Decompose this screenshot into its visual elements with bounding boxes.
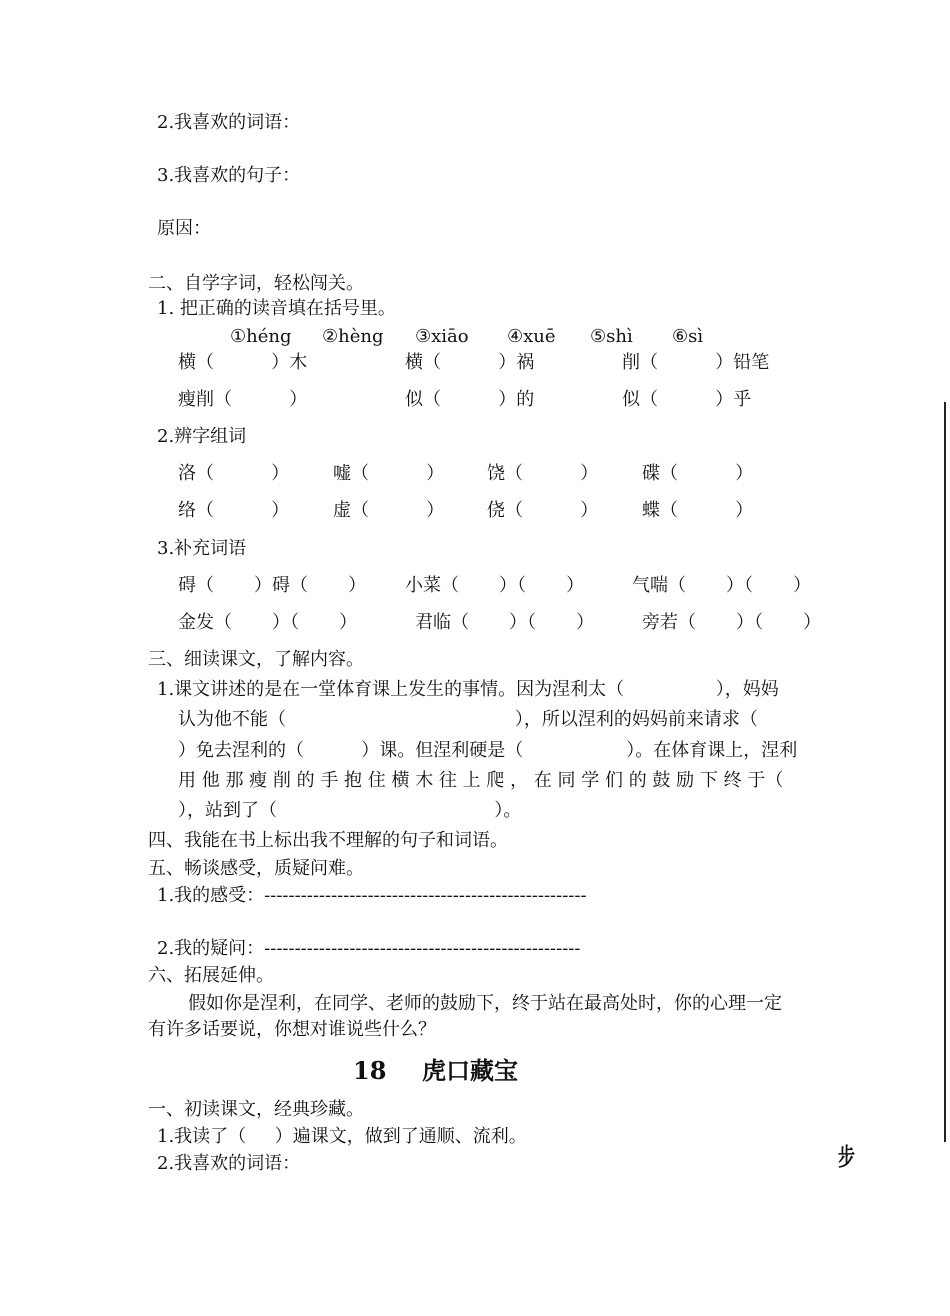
margin-character: 步: [838, 1142, 855, 1171]
pinyin-blank: 横（ ）木: [178, 352, 308, 373]
favorite-words-label: 2.我喜欢的词语：: [157, 112, 301, 133]
read-times-line: 1.我读了（ ）遍课文，做到了通顺、流利。: [157, 1126, 527, 1147]
word-blank: 虚（ ）: [333, 500, 445, 521]
idiom-blank: 金发（ ）（ ）: [178, 612, 358, 633]
reading-line: ）免去涅利的（ ）课。但涅利硬是（ ）。在体育课上，涅利: [178, 740, 798, 761]
lesson-number: 18: [353, 1056, 387, 1085]
pinyin-blank: 削（ ）铅笔: [622, 352, 770, 373]
supplement-words-label: 3.补充词语: [157, 538, 247, 559]
extension-paragraph: 有许多话要说，你想对谁说些什么？: [148, 1019, 436, 1040]
pinyin-option: ③xiāo: [415, 326, 469, 347]
lesson18-words-label: 2.我喜欢的词语：: [157, 1153, 301, 1174]
pinyin-option: ⑤shì: [590, 326, 633, 347]
favorite-sentence-label: 3.我喜欢的句子：: [157, 165, 301, 186]
reading-line: 用 他 那 瘦 削 的 手 抱 住 横 木 往 上 爬 ， 在 同 学 们 的 鼓 励 下 终 于（: [178, 770, 784, 791]
reason-label: 原因：: [157, 218, 211, 239]
word-blank: 嘘（ ）: [333, 463, 445, 484]
reading-line: 认为他不能（ ），所以涅利的妈妈前来请求（: [178, 709, 758, 730]
reading-line: 1.课文讲述的是在一堂体育课上发生的事情。因为涅利太（ ），妈妈: [157, 679, 779, 700]
pinyin-option: ④xuē: [507, 326, 556, 347]
distinguish-words-label: 2.辨字组词: [157, 426, 247, 447]
question-line: 2.我的疑问：----------------------------------------------------: [157, 938, 581, 959]
pinyin-option: ⑥sì: [672, 326, 704, 347]
idiom-blank: 碍（ ）碍（ ）: [178, 575, 367, 596]
section6-heading: 六、拓展延伸。: [148, 965, 274, 986]
pinyin-blank: 似（ ）的: [405, 389, 535, 410]
pinyin-option: ①héng: [230, 326, 292, 347]
word-blank: 蝶（ ）: [642, 500, 754, 521]
pinyin-option: ②hèng: [322, 326, 384, 347]
word-blank: 饶（ ）: [487, 463, 599, 484]
reading-line: ），站到了（ ）。: [178, 800, 522, 821]
feeling-line: 1.我的感受：-----------------------------------------------------: [157, 885, 587, 906]
lesson18-heading: 一、初读课文，经典珍藏。: [148, 1099, 364, 1120]
section2-heading: 二、自学字词，轻松闯关。: [148, 273, 364, 294]
page-edge-line: [944, 402, 946, 1142]
pinyin-blank: 似（ ）乎: [622, 389, 752, 410]
idiom-blank: 旁若（ ）（ ）: [642, 612, 822, 633]
lesson-title: 虎口藏宝: [422, 1056, 518, 1085]
section5-heading: 五、畅谈感受，质疑问难。: [148, 858, 364, 879]
word-blank: 碟（ ）: [642, 463, 754, 484]
pinyin-blank: 瘦削（ ）: [178, 389, 308, 410]
section3-heading: 三、细读课文，了解内容。: [148, 649, 364, 670]
word-blank: 络（ ）: [178, 500, 290, 521]
word-blank: 侥（ ）: [487, 500, 599, 521]
section4-heading: 四、我能在书上标出我不理解的句子和词语。: [148, 830, 508, 851]
pinyin-blank: 横（ ）祸: [405, 352, 535, 373]
pinyin-question-label: 1. 把正确的读音填在括号里。: [157, 298, 396, 319]
idiom-blank: 小菜（ ）（ ）: [405, 575, 585, 596]
word-blank: 洛（ ）: [178, 463, 290, 484]
extension-paragraph: 假如你是涅利，在同学、老师的鼓励下，终于站在最高处时，你的心理一定: [188, 993, 782, 1014]
idiom-blank: 气喘（ ）（ ）: [632, 575, 812, 596]
idiom-blank: 君临（ ）（ ）: [415, 612, 595, 633]
